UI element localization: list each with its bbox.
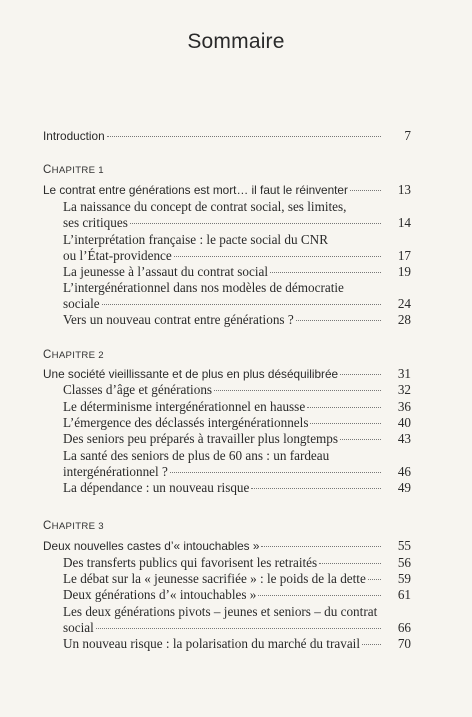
chapter-2-title[interactable]: Une société vieillissante et de plus en plus déséquilibrée 31 <box>43 366 411 381</box>
toc-page-number: 61 <box>397 587 411 602</box>
toc-page-number: 59 <box>397 571 411 586</box>
dot-leader <box>307 407 381 408</box>
page-title: Sommaire <box>187 30 285 53</box>
toc-entry[interactable]: La dépendance : un nouveau risque 49 <box>63 480 411 495</box>
toc-entry-line: La santé des seniors de plus de 60 ans : un fardeau <box>63 448 330 463</box>
toc-entry-line: La naissance du concept de contrat social, ses limites, <box>63 199 347 214</box>
chapter-1-title[interactable]: Le contrat entre générations est mort… il faut le réinventer 13 <box>43 182 411 197</box>
toc-page-number: 49 <box>397 480 411 495</box>
toc-entry[interactable]: La jeunesse à l’assaut du contrat social 19 <box>63 264 411 279</box>
toc-page-number: 70 <box>397 636 411 651</box>
toc-page-number: 66 <box>397 620 411 635</box>
dot-leader <box>319 563 381 564</box>
dot-leader <box>102 304 381 305</box>
dot-leader <box>270 272 381 273</box>
dot-leader <box>251 488 381 489</box>
toc-entry[interactable]: Le déterminisme intergénérationnel en hausse 36 <box>63 399 411 414</box>
toc-entry[interactable]: ou l’État-providence 17 <box>63 248 411 263</box>
chapter-1-heading: CHAPITRE 1 <box>43 164 104 176</box>
dot-leader <box>310 423 381 424</box>
dot-leader <box>362 644 381 645</box>
dot-leader <box>96 628 381 629</box>
toc-entry[interactable]: Le débat sur la « jeunesse sacrifiée » : le poids de la dette 59 <box>63 571 411 586</box>
dot-leader <box>340 374 381 375</box>
dot-leader <box>261 546 381 547</box>
toc-entry-line: L’interprétation française : le pacte social du CNR <box>63 232 328 247</box>
toc-entry[interactable]: intergénérationnel ? 46 <box>63 464 411 479</box>
dot-leader <box>107 136 381 137</box>
toc-page-number: 24 <box>397 296 411 311</box>
dot-leader <box>214 390 381 391</box>
dot-leader <box>350 190 381 191</box>
toc-entry[interactable]: Des seniors peu préparés à travailler plus longtemps 43 <box>63 431 411 446</box>
toc-page-number: 56 <box>397 555 411 570</box>
toc-page-number: 28 <box>397 312 411 327</box>
dot-leader <box>174 256 381 257</box>
toc-entry[interactable]: Deux générations d’« intouchables » 61 <box>63 587 411 602</box>
toc-entry-introduction[interactable] <box>43 128 411 144</box>
toc-entry[interactable]: social 66 <box>63 620 411 635</box>
toc-page-number: 7 <box>404 128 411 143</box>
chapter-3-heading: CHAPITRE 3 <box>43 520 104 532</box>
toc-page-number: 13 <box>397 182 411 197</box>
toc-page-number: 36 <box>397 399 411 414</box>
toc-page-number: 14 <box>397 215 411 230</box>
toc-entry[interactable]: ses critiques 14 <box>63 215 411 230</box>
toc-entry-label: Introduction <box>43 129 105 143</box>
toc-page-number: 31 <box>397 366 411 381</box>
toc-page-number: 55 <box>397 538 411 553</box>
toc-page-number: 19 <box>397 264 411 279</box>
toc-entry[interactable]: Un nouveau risque : la polarisation du marché du travail 70 <box>63 636 411 651</box>
dot-leader <box>296 320 381 321</box>
dot-leader <box>258 595 381 596</box>
chapter-3-title[interactable]: Deux nouvelles castes d’« intouchables » 55 <box>43 538 411 553</box>
chapter-2-heading: CHAPITRE 2 <box>43 349 104 361</box>
toc-entry[interactable]: sociale 24 <box>63 296 411 311</box>
toc-page-number: 32 <box>397 382 411 397</box>
toc-entry[interactable]: Des transferts publics qui favorisent les retraités 56 <box>63 555 411 570</box>
dot-leader <box>368 579 381 580</box>
toc-page-number: 46 <box>397 464 411 479</box>
toc-entry[interactable]: L’émergence des déclassés intergénérationnels 40 <box>63 415 411 430</box>
toc-entry-line: Les deux générations pivots – jeunes et seniors – du contrat <box>63 604 378 619</box>
toc-entry[interactable]: Classes d’âge et générations 32 <box>63 382 411 397</box>
toc-page-number: 17 <box>397 248 411 263</box>
toc-entry-line: L’intergénérationnel dans nos modèles de démocratie <box>63 280 344 295</box>
toc-page-number: 40 <box>397 415 411 430</box>
dot-leader <box>340 439 381 440</box>
dot-leader <box>170 472 381 473</box>
dot-leader <box>130 223 381 224</box>
toc-page-number: 43 <box>397 431 411 446</box>
toc-entry[interactable]: Vers un nouveau contrat entre générations ? 28 <box>63 312 411 327</box>
